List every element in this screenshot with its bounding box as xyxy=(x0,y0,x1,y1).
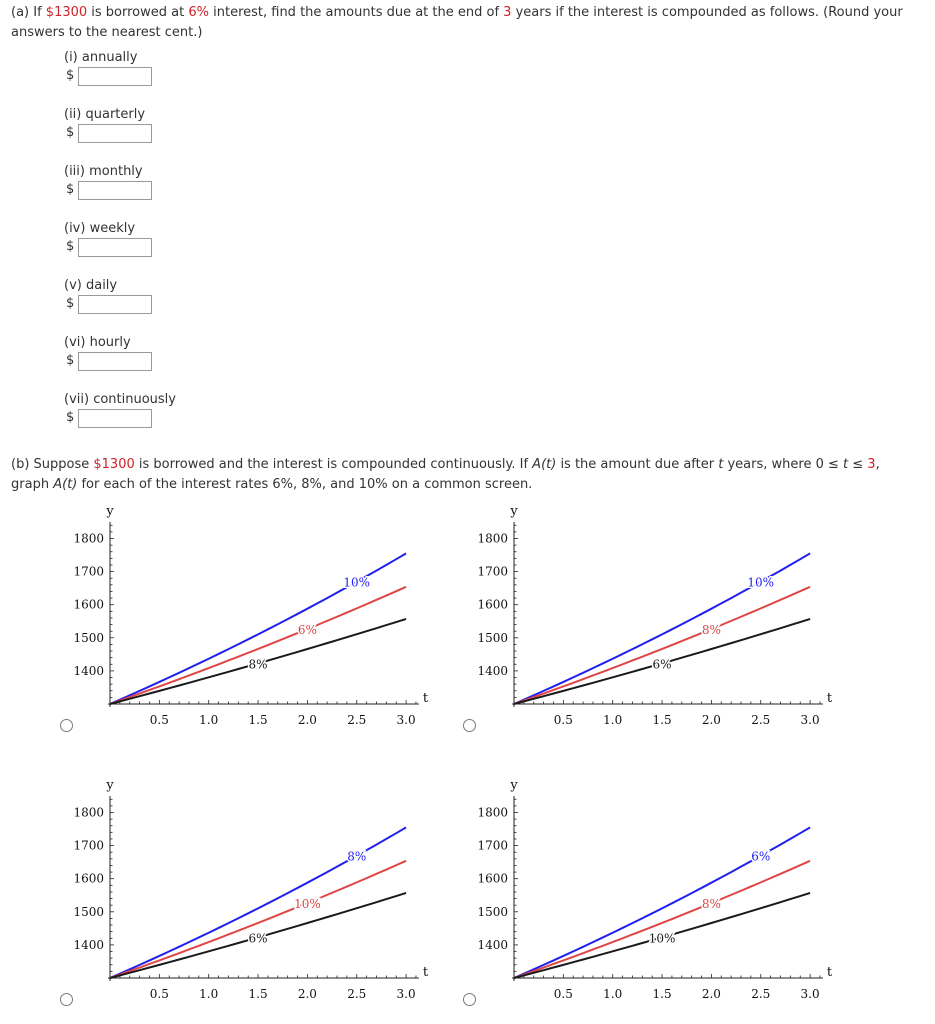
qa-years: 3 xyxy=(503,5,512,20)
series-label: 8% xyxy=(248,657,268,672)
x-tick-label: 1.5 xyxy=(248,987,268,1001)
y-tick-label: 1800 xyxy=(477,531,508,546)
y-tick-label: 1500 xyxy=(73,904,104,919)
answer-input-daily[interactable] xyxy=(78,295,152,314)
x-tick-label: 1.0 xyxy=(199,987,219,1001)
x-tick-label: 1.0 xyxy=(603,713,623,727)
qa-rate: 6% xyxy=(188,5,209,20)
y-axis-label: y xyxy=(106,503,114,519)
x-tick-label: 0.5 xyxy=(553,713,573,727)
y-tick-label: 1700 xyxy=(73,564,104,579)
y-tick-label: 1700 xyxy=(73,838,104,853)
x-tick-label: 2.0 xyxy=(297,713,317,727)
x-tick-label: 1.0 xyxy=(603,987,623,1001)
part-a-question xyxy=(11,3,916,43)
y-tick-label: 1600 xyxy=(73,597,104,612)
qb-mid1: is borrowed and the interest is compounded continuously. If xyxy=(134,457,533,472)
x-tick-label: 2.5 xyxy=(347,713,367,727)
item-label-quarterly: (ii) quarterly xyxy=(64,107,146,122)
series-label: 6% xyxy=(751,849,771,864)
x-tick-label: 1.0 xyxy=(199,713,219,727)
graph-option-3 xyxy=(60,771,430,1011)
series-label: 8% xyxy=(701,897,721,912)
currency-symbol: $ xyxy=(66,353,75,368)
currency-symbol: $ xyxy=(66,239,75,254)
series-line-red xyxy=(110,861,406,978)
graph-option-1 xyxy=(60,497,430,737)
currency-symbol: $ xyxy=(66,410,75,425)
qb-mid4: ≤ xyxy=(848,457,868,472)
currency-symbol: $ xyxy=(66,125,75,140)
answer-input-annually[interactable] xyxy=(78,67,152,86)
qa-mid1: is borrowed at xyxy=(87,5,189,20)
x-tick-label: 0.5 xyxy=(553,987,573,1001)
y-tick-label: 1700 xyxy=(477,838,508,853)
x-tick-label: 2.5 xyxy=(347,987,367,1001)
series-label: 6% xyxy=(297,623,317,638)
qb-mid2: is the amount due after xyxy=(556,457,719,472)
x-tick-label: 1.5 xyxy=(652,987,672,1001)
qa-suffix: years if the interest is compounded as follows. (Round your answers to the nearest cent.) xyxy=(11,5,903,40)
qa-prefix: (a) If xyxy=(11,5,46,20)
graph-option-4 xyxy=(464,771,834,1011)
item-label-annually: (i) annually xyxy=(64,50,138,65)
series-line-red xyxy=(514,861,810,978)
part-b-question xyxy=(11,455,916,495)
x-tick-label: 0.5 xyxy=(149,987,169,1001)
answer-input-weekly[interactable] xyxy=(78,238,152,257)
x-axis-label: t xyxy=(422,691,429,706)
y-tick-label: 1400 xyxy=(73,663,104,678)
x-axis-label: t xyxy=(422,965,429,980)
x-tick-label: 2.0 xyxy=(297,987,317,1001)
qb-tvar2: t xyxy=(843,457,849,472)
series-label: 10% xyxy=(294,897,321,912)
graph-option-2 xyxy=(464,497,834,737)
item-label-daily: (v) daily xyxy=(64,278,118,293)
qa-mid2: interest, find the amounts due at the end of xyxy=(208,5,504,20)
series-label: 6% xyxy=(652,657,672,672)
item-label-continuously: (vii) continuously xyxy=(64,392,176,407)
qb-func: A(t) xyxy=(532,457,557,472)
answer-input-continuously[interactable] xyxy=(78,409,152,428)
y-tick-label: 1500 xyxy=(477,630,508,645)
series-label: 8% xyxy=(347,849,367,864)
x-tick-label: 3.0 xyxy=(396,987,416,1001)
y-tick-label: 1600 xyxy=(477,597,508,612)
y-axis-label: y xyxy=(106,777,114,793)
qa-principal: $1300 xyxy=(45,5,88,20)
y-tick-label: 1400 xyxy=(477,937,508,952)
y-tick-label: 1600 xyxy=(73,871,104,886)
qb-mid5: , graph xyxy=(11,457,880,492)
answer-input-quarterly[interactable] xyxy=(78,124,152,143)
series-label: 10% xyxy=(343,575,371,590)
x-tick-label: 0.5 xyxy=(149,713,169,727)
currency-symbol: $ xyxy=(66,182,75,197)
item-label-hourly: (vi) hourly xyxy=(64,335,131,350)
y-tick-label: 1500 xyxy=(73,630,104,645)
y-tick-label: 1800 xyxy=(477,805,508,820)
x-tick-label: 1.5 xyxy=(248,713,268,727)
x-tick-label: 2.0 xyxy=(701,987,721,1001)
currency-symbol: $ xyxy=(66,296,75,311)
y-tick-label: 1400 xyxy=(477,663,508,678)
y-tick-label: 1800 xyxy=(73,805,104,820)
y-tick-label: 1700 xyxy=(477,564,508,579)
x-tick-label: 3.0 xyxy=(800,713,820,727)
y-tick-label: 1600 xyxy=(477,871,508,886)
x-tick-label: 3.0 xyxy=(800,987,820,1001)
x-tick-label: 3.0 xyxy=(396,713,416,727)
x-axis-label: t xyxy=(826,965,833,980)
series-line-red xyxy=(110,587,406,704)
series-label: 10% xyxy=(648,931,676,946)
qb-prefix: (b) Suppose xyxy=(11,457,94,472)
answer-input-hourly[interactable] xyxy=(78,352,152,371)
series-label: 6% xyxy=(248,931,268,946)
currency-symbol: $ xyxy=(66,68,75,83)
answer-input-monthly[interactable] xyxy=(78,181,152,200)
x-tick-label: 1.5 xyxy=(652,713,672,727)
x-axis-label: t xyxy=(826,691,833,706)
qb-tvar: t xyxy=(718,457,724,472)
x-tick-label: 2.0 xyxy=(701,713,721,727)
qb-suffix: for each of the interest rates 6%, 8%, and 10% on a common screen. xyxy=(77,477,533,492)
series-line-red xyxy=(514,587,810,704)
y-tick-label: 1400 xyxy=(73,937,104,952)
qb-mid3: years, where 0 ≤ xyxy=(723,457,844,472)
y-axis-label: y xyxy=(510,777,518,793)
y-axis-label: y xyxy=(510,503,518,519)
y-tick-label: 1800 xyxy=(73,531,104,546)
item-label-weekly: (iv) weekly xyxy=(64,221,136,236)
item-label-monthly: (iii) monthly xyxy=(64,164,143,179)
qb-principal: $1300 xyxy=(93,457,135,472)
x-tick-label: 2.5 xyxy=(751,713,771,727)
qb-func2: A(t) xyxy=(53,477,78,492)
x-tick-label: 2.5 xyxy=(751,987,771,1001)
series-label: 10% xyxy=(747,575,775,590)
series-label: 8% xyxy=(701,623,721,638)
qb-tmax: 3 xyxy=(867,457,876,472)
y-tick-label: 1500 xyxy=(477,904,508,919)
